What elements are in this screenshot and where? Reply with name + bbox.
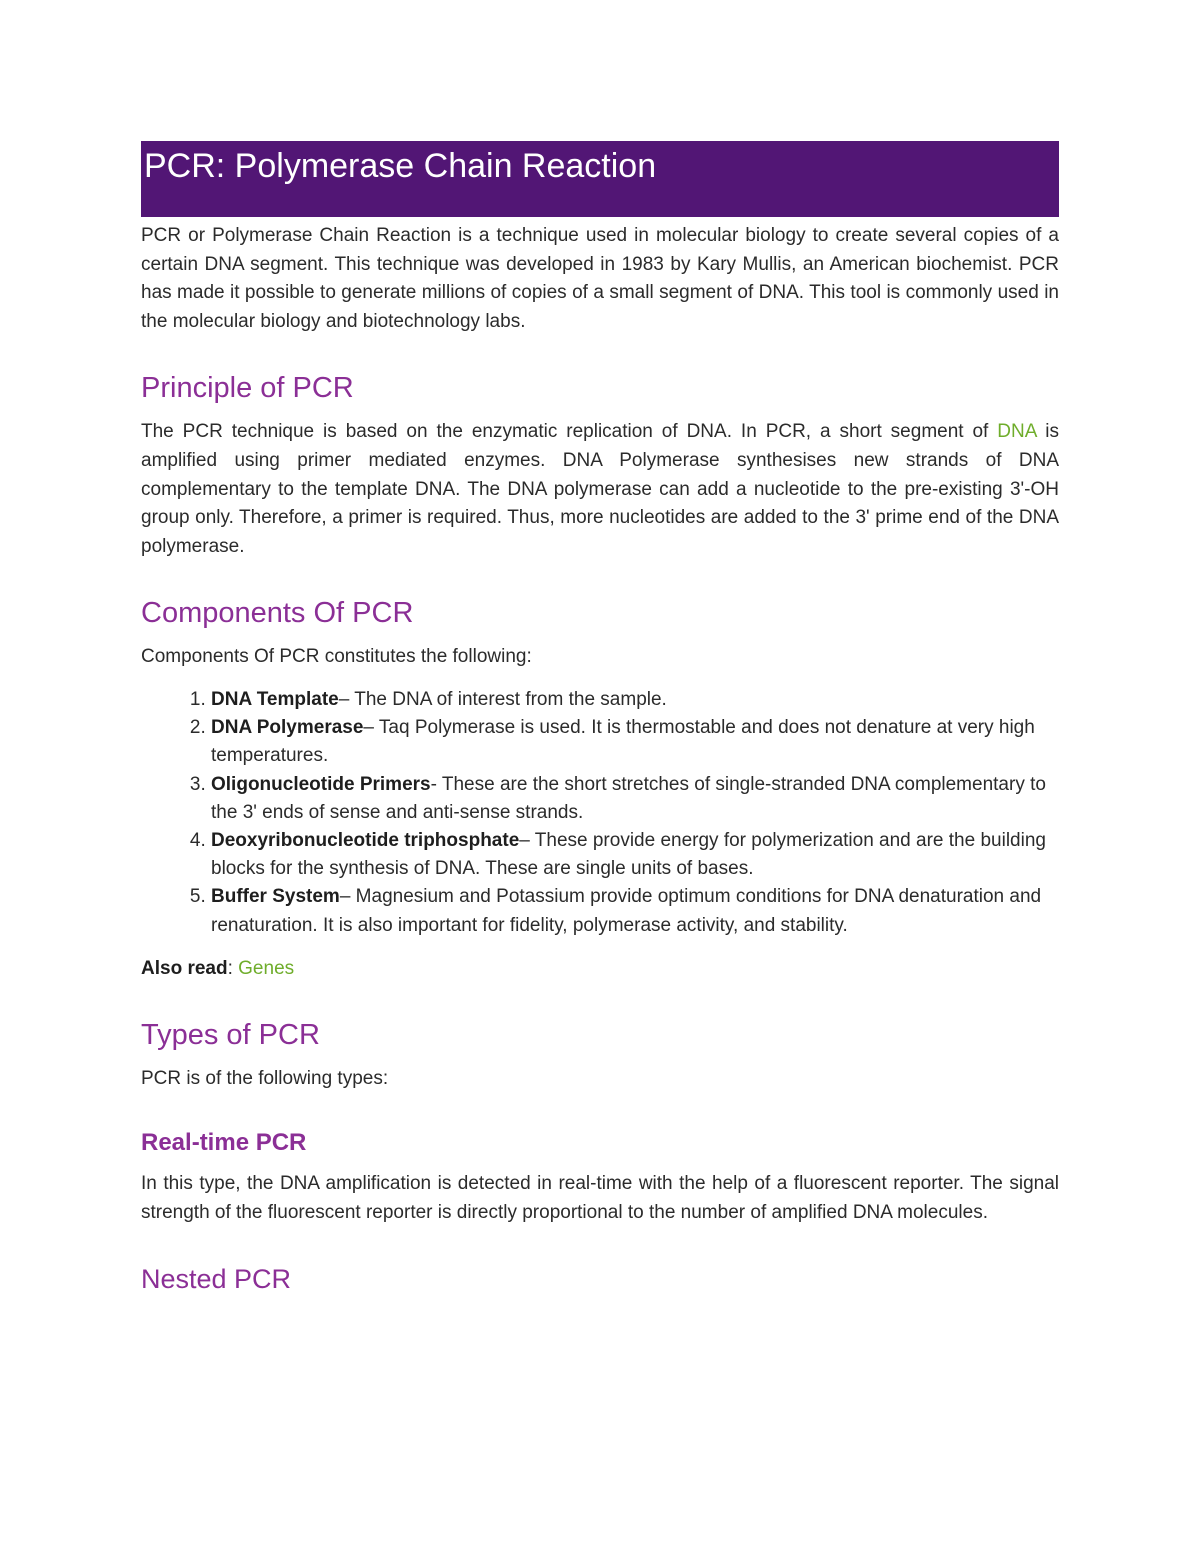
list-item-desc: – These provide energy for polymerization and are the building blocks for the synthesis of DNA. These are single units of bases. xyxy=(211,829,1046,880)
list-item xyxy=(211,686,1059,714)
list-item-term: DNA Template xyxy=(211,688,339,710)
list-item xyxy=(211,827,1059,883)
principle-text-1: The PCR technique is based on the enzymatic replication of DNA. In PCR, a short segment of xyxy=(141,421,998,443)
nested-heading: Nested PCR xyxy=(141,1264,292,1295)
also-read-separator: : xyxy=(227,957,239,979)
realtime-heading: Real-time PCR xyxy=(141,1128,307,1156)
list-item-term: DNA Polymerase xyxy=(211,717,364,739)
intro-paragraph: PCR or Polymerase Chain Reaction is a technique used in molecular biology to create several copies of a certain DNA segment. This technique was developed in 1983 by Kary Mullis, an American biochemist. PCR has made it possible to generate millions of copies of a small segment of DNA. This tool is commonly used in the molecular biology and biotechnology labs. xyxy=(141,225,1059,332)
also-read xyxy=(141,955,1059,984)
components-intro: Components Of PCR constitutes the following: xyxy=(141,646,532,668)
list-item-desc: – The DNA of interest from the sample. xyxy=(338,688,667,710)
document-page xyxy=(141,141,1059,1297)
types-heading: Types of PCR xyxy=(141,1019,320,1052)
list-item xyxy=(211,714,1059,770)
genes-link[interactable]: Genes xyxy=(238,957,295,979)
title-banner xyxy=(141,141,1059,217)
principle-text-2: is amplified using primer mediated enzymes. DNA Polymerase synthesises new strands of DNA complementary to the template DNA. The DNA polymerase can add a nucleotide to the pre-existing 3'-OH group only. Therefore, a primer is required. Thus, more nucleotides are added to the 3' prime end of the DNA polymerase. xyxy=(141,421,1059,557)
components-list xyxy=(141,686,1059,940)
realtime-paragraph: In this type, the DNA amplification is detected in real-time with the help of a fluorescent reporter. The signal strength of the fluorescent reporter is directly proportional to the number of amplified DNA molecules. xyxy=(141,1172,1059,1223)
list-item-term: Deoxyribonucleotide triphosphate xyxy=(211,829,520,851)
list-item xyxy=(211,883,1059,939)
list-item-desc: – Taq Polymerase is used. It is thermostable and does not denature at very high temperatures. xyxy=(211,717,1035,767)
components-heading: Components Of PCR xyxy=(141,597,414,630)
list-item-desc: - These are the short stretches of single-stranded DNA complementary to the 3' ends of sense and anti-sense strands. xyxy=(211,773,1046,823)
also-read-label: Also read xyxy=(141,957,228,979)
types-intro: PCR is of the following types: xyxy=(141,1068,389,1090)
dna-link[interactable]: DNA xyxy=(997,421,1037,443)
list-item-desc: – Magnesium and Potassium provide optimum conditions for DNA denaturation and renaturation. It is also important for fidelity, polymerase activity, and stability. xyxy=(211,886,1042,936)
principle-paragraph xyxy=(141,418,1059,561)
principle-heading: Principle of PCR xyxy=(141,372,354,405)
list-item-term: Buffer System xyxy=(211,886,340,908)
list-item xyxy=(211,771,1059,827)
page-title: PCR: Polymerase Chain Reaction xyxy=(144,147,657,185)
list-item-term: Oligonucleotide Primers xyxy=(211,773,431,795)
